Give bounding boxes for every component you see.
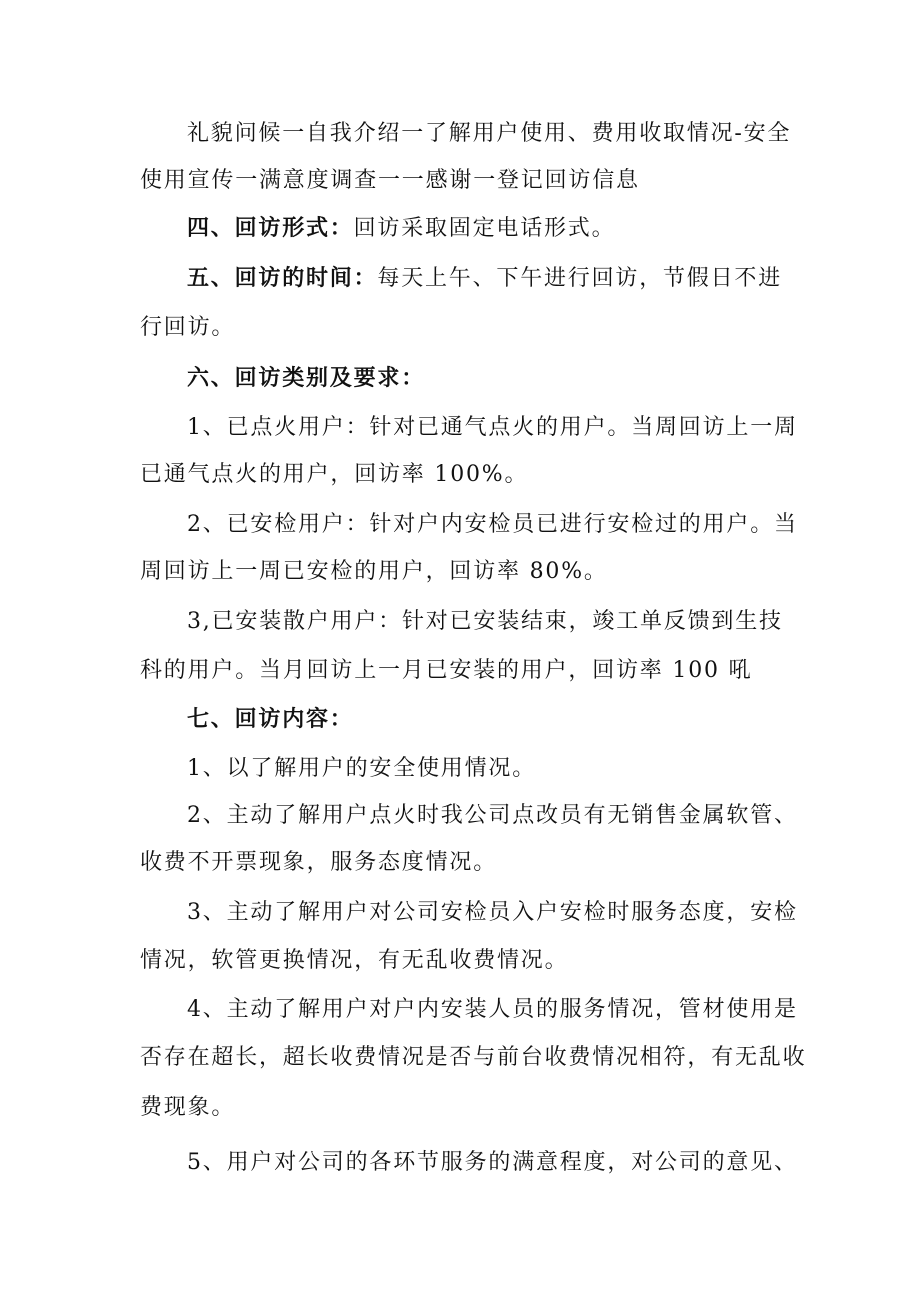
section-5-heading: 五、回访的时间： — [187, 265, 378, 291]
section-5-paragraph — [187, 263, 787, 293]
section-6-item-1-line-1: 1、已点火用户：针对已通气点火的用户。当周回访上一周 — [187, 415, 798, 440]
section-7-item-4-line-2: 否存在超长，超长收费情况是否与前台收费情况相符，有无乱收 — [140, 1045, 807, 1070]
section-7-item-5-line-1: 5、用户对公司的各环节服务的满意程度，对公司的意见、 — [187, 1150, 798, 1175]
section-7-item-2-line-2: 收费不开票现象，服务态度情况。 — [140, 850, 498, 875]
section-4-text: 回访采取固定电话形式。 — [353, 216, 616, 241]
section-7-item-4-line-1: 4、主动了解用户对户内安装人员的服务情况，管材使用是 — [187, 997, 798, 1022]
section-6-item-2-line-1: 2、已安检用户：针对户内安检员已进行安检过的用户。当 — [187, 512, 798, 537]
section-4-paragraph — [187, 213, 787, 243]
section-6-item-2-line-2: 周回访上一周已安检的用户，回访率 80%。 — [140, 559, 608, 584]
section-7-heading: 七、回访内容： — [187, 706, 354, 732]
section-7-item-2-line-1: 2、主动了解用户点火时我公司点改员有无销售金属软管、 — [187, 803, 798, 828]
section-5-text-line-2: 行回访。 — [140, 315, 236, 340]
section-7-item-3-line-1: 3、主动了解用户对公司安检员入户安检时服务态度，安检 — [187, 900, 798, 925]
section-7-item-4-line-3: 费现象。 — [140, 1095, 236, 1120]
section-6-item-3-line-1: 3,已安装散户用户：针对已安装结束，竣工单反馈到生技 — [187, 609, 783, 634]
intro-line-2: 使用宣传一满意度调查一一感谢一登记回访信息 — [140, 168, 640, 193]
section-6-heading: 六、回访类别及要求： — [187, 365, 426, 391]
section-4-heading: 四、回访形式： — [187, 215, 354, 241]
section-6-item-1-line-2: 已通气点火的用户，回访率 100%。 — [140, 462, 529, 487]
section-7-item-3-line-2: 情况，软管更换情况，有无乱收费情况。 — [140, 948, 569, 973]
section-6-item-3-line-2: 科的用户。当月回访上一月已安装的用户，回访率 100 吼 — [140, 658, 753, 683]
intro-line-1: 礼貌问候一自我介绍一了解用户使用、费用收取情况-安全 — [187, 121, 792, 146]
section-7-item-1-line-1: 1、以了解用户的安全使用情况。 — [187, 756, 536, 781]
section-5-text-line-1: 每天上午、下午进行回访，节假日不进 — [377, 266, 783, 291]
